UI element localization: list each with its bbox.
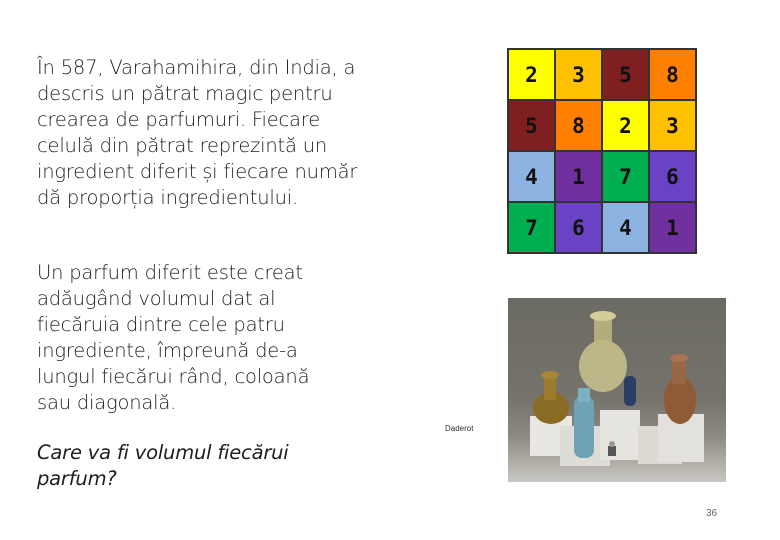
magic-square-cell: 6 [555,202,602,253]
photo-credit: Daderot [445,424,474,433]
magic-square-cell: 8 [555,100,602,151]
intro-paragraph: În 587, Varahamihira, din India, a descris un pătrat magic pentru crearea de parfumuri. Fiecare celulă din pătrat reprezintă un ingredient diferit și fiecare număr dă proporția ingredientului. [37,56,358,209]
magic-square-cell: 1 [555,151,602,202]
magic-square-cell: 4 [602,202,649,253]
magic-square-cell: 4 [508,151,555,202]
magic-square-cell: 3 [649,100,696,151]
magic-square-cell: 5 [508,100,555,151]
question-text: Care va fi volumul fiecărui parfum? [37,441,289,490]
magic-square-cell: 8 [649,49,696,100]
magic-square-cell: 5 [602,49,649,100]
magic-square-cell: 6 [649,151,696,202]
magic-square-cell: 2 [602,100,649,151]
magic-square-grid [507,48,697,254]
magic-square-cell: 7 [602,151,649,202]
magic-square-cell: 1 [649,202,696,253]
perfume-bottles-photo [508,298,726,482]
glass-vessels-illustration [508,298,726,482]
magic-square-cell: 3 [555,49,602,100]
magic-square-cell: 2 [508,49,555,100]
page-number: 36 [706,508,718,519]
magic-square-cell: 7 [508,202,555,253]
explanation-paragraph: Un parfum diferit este creat adăugând volumul dat al fiecăruia dintre cele patru ingrediente, împreună de-a lungul fiecărui rând, coloană sau diagonală. [37,261,310,414]
